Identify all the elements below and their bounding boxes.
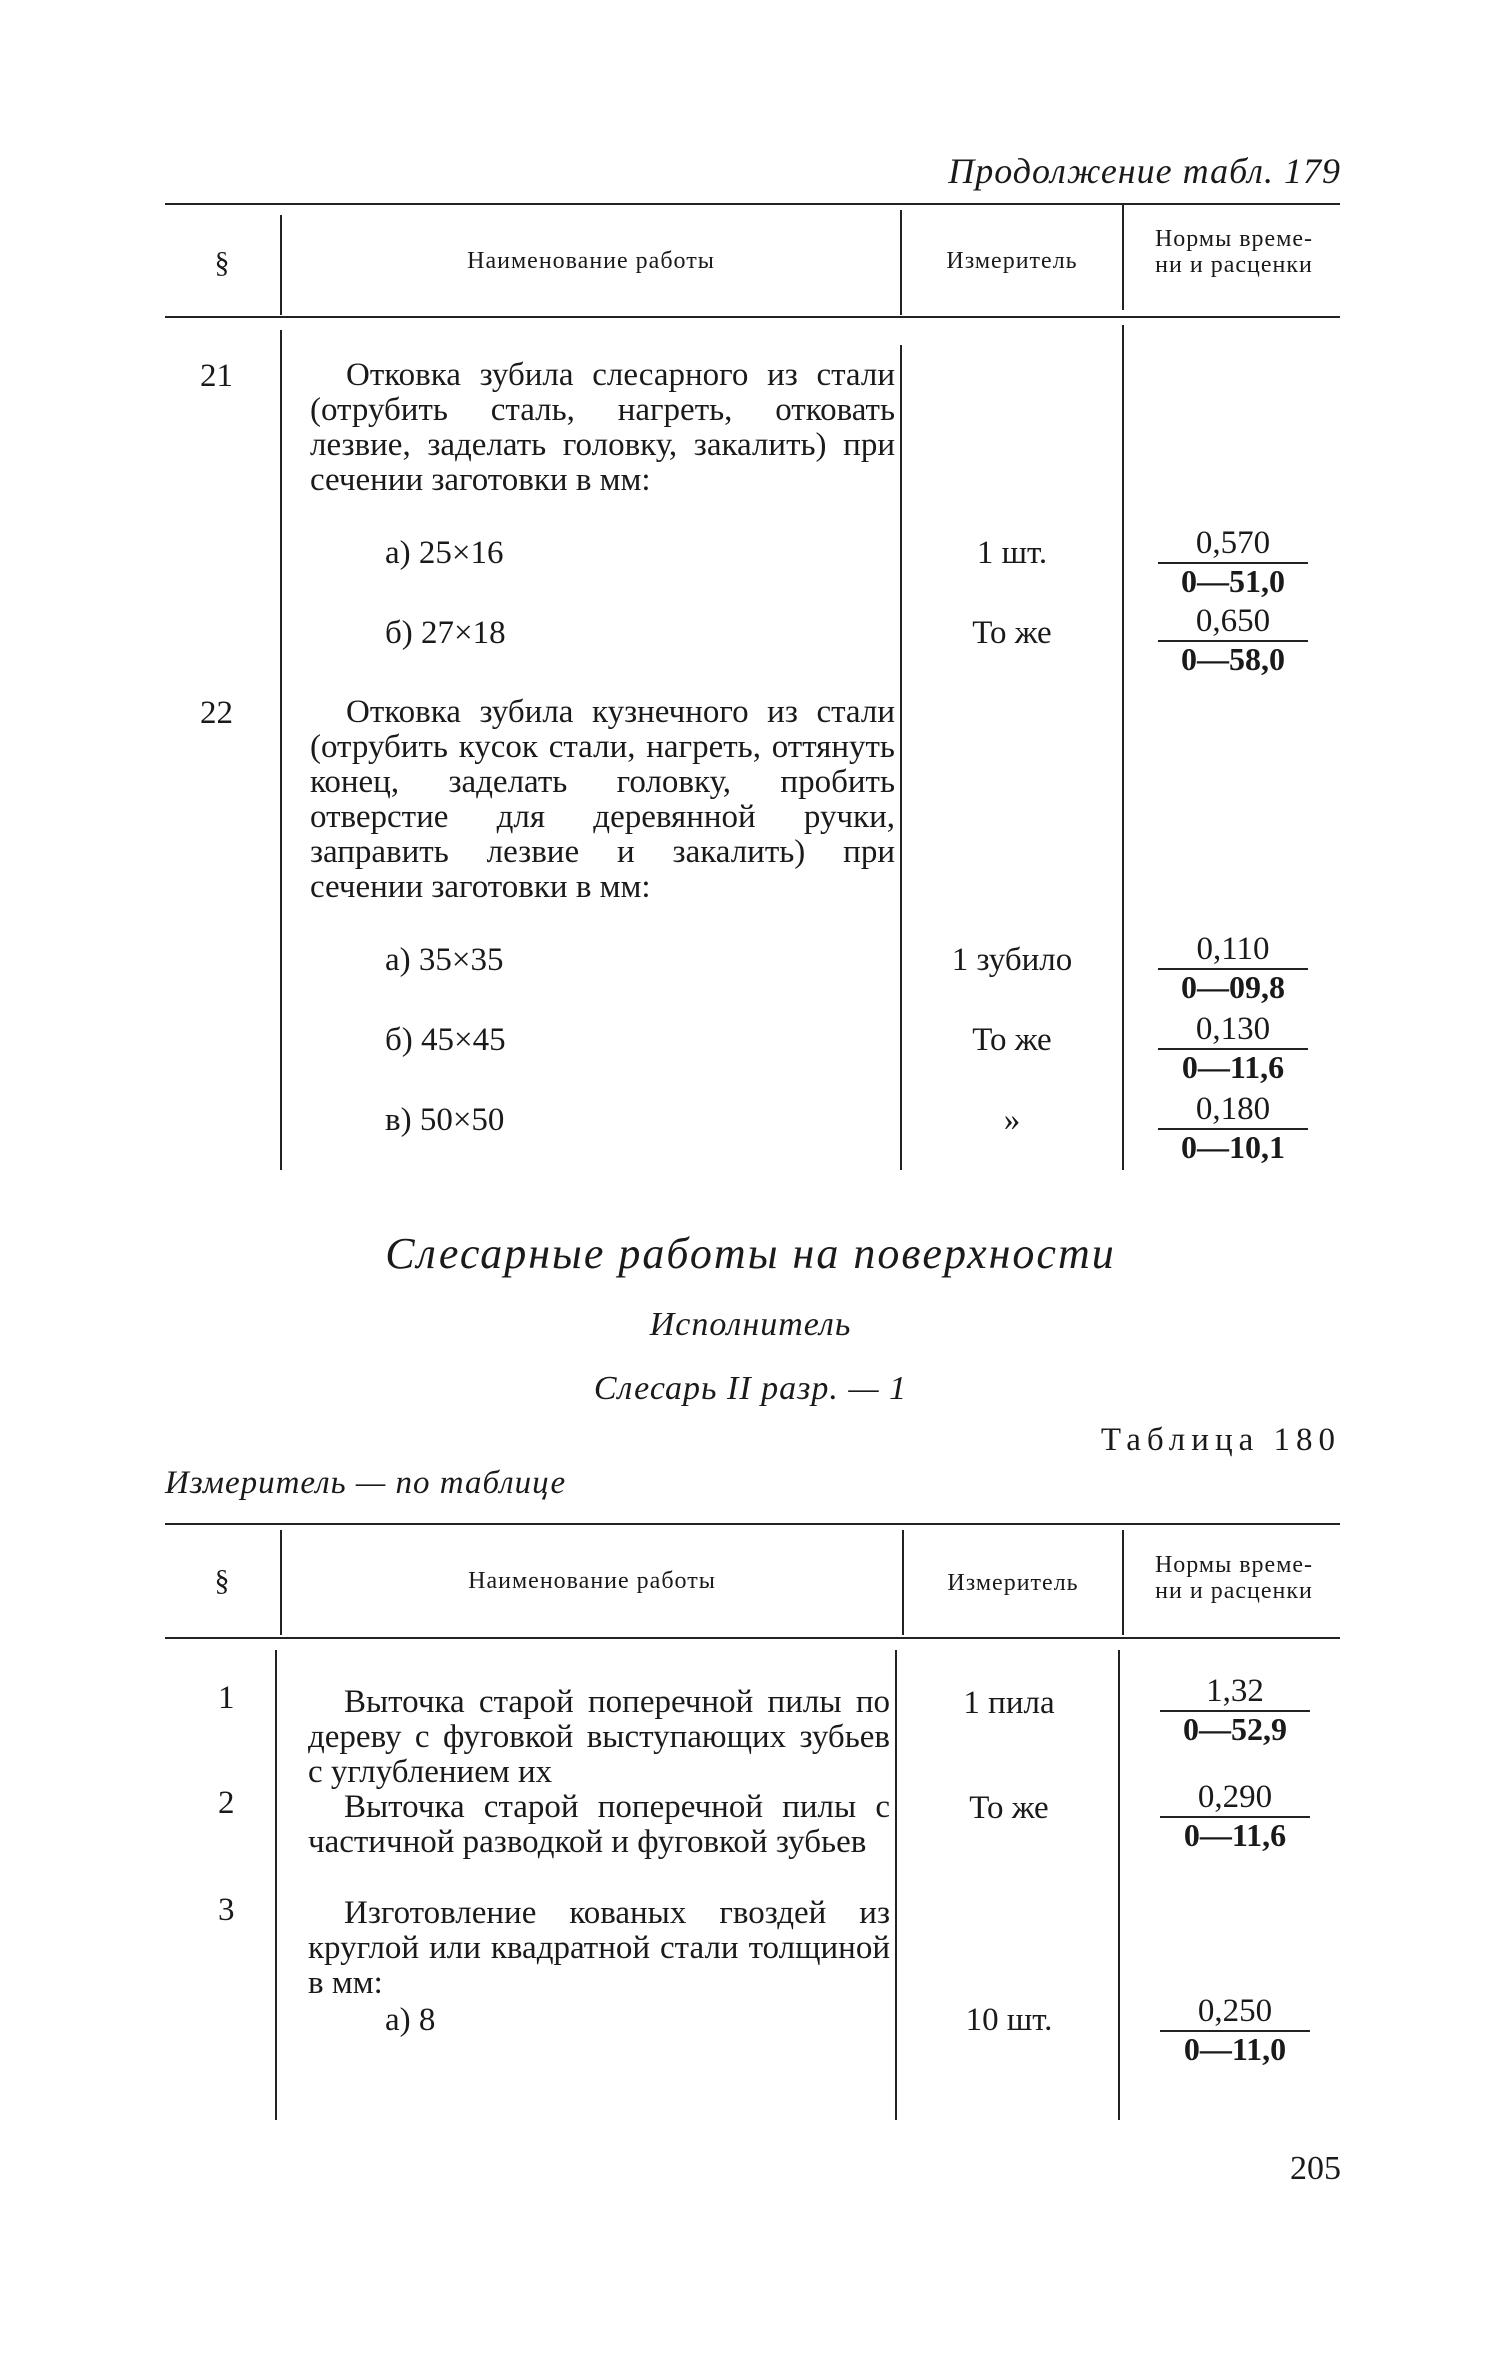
header-unit: Измеритель	[946, 248, 1078, 274]
header-unit: Измеритель	[947, 1570, 1079, 1596]
norm-fraction: 1,32 0—52,9	[1160, 1674, 1310, 1745]
work-description: Изготовление кованых гвоздей из круглой или квадратной стали толщиной в мм:	[308, 1895, 890, 2001]
col-divider	[280, 330, 282, 1170]
unit-value: То же	[972, 1022, 1052, 1058]
header-section: §	[214, 1564, 231, 1597]
sub-item-label: б) 27×18	[385, 615, 506, 651]
norm-fraction: 0,250 0—11,0	[1160, 1994, 1310, 2065]
section-number: 1	[218, 1680, 235, 1716]
sub-item-label: а) 35×35	[385, 942, 504, 978]
unit-value: 1 пила	[963, 1685, 1055, 1721]
header-norms: Нормы време- ни и расценки	[1154, 226, 1314, 278]
executor-value: Слесарь II разр. — 1	[593, 1370, 908, 1407]
work-description: Отковка зубила слесарного из стали (отрубить сталь, нагреть, отковать лезвие, заделать головку, закалить) при сечении заготовки в мм:	[310, 357, 895, 498]
unit-value: То же	[972, 615, 1052, 651]
sub-item-label: в) 50×50	[385, 1102, 505, 1138]
unit-value: 1 шт.	[976, 535, 1048, 571]
unit-value: То же	[969, 1790, 1049, 1826]
norm-fraction: 0,180 0—10,1	[1158, 1092, 1308, 1163]
work-description: Выточка старой поперечной пилы с частичной разводкой и фуговкой зубьев	[308, 1789, 890, 1860]
col-divider	[1118, 1650, 1120, 2120]
work-description: Выточка старой поперечной пилы по дереву с фуговкой выступающих зубьев с углублением их	[308, 1684, 890, 1790]
sub-item-label: а) 8	[385, 2002, 436, 2038]
section-number: 21	[200, 358, 233, 394]
header-section: §	[214, 246, 231, 279]
col-divider	[1122, 325, 1124, 1170]
unit-value: 1 зубило	[951, 942, 1073, 978]
table-top-rule	[165, 1523, 1340, 1525]
section-number: 3	[218, 1892, 235, 1928]
norm-fraction: 0,110 0—09,8	[1158, 932, 1308, 1003]
col-divider	[895, 1650, 897, 2120]
header-norms: Нормы време- ни и расценки	[1154, 1552, 1314, 1604]
unit-note: Измеритель — по таблице	[165, 1465, 567, 1501]
col-divider	[275, 1650, 277, 2120]
work-description: Отковка зубила кузнечного из стали (отрубить кусок стали, нагреть, оттянуть конец, заделать головку, пробить отверстие для деревянной ручки, заправить лезвие и закалить) при сечении заготовки в мм:	[310, 694, 895, 905]
section-number: 2	[218, 1785, 235, 1821]
section-title: Слесарные работы на поверхности	[385, 1229, 1116, 1278]
norm-fraction: 0,650 0—58,0	[1158, 604, 1308, 675]
header-name: Наименование работы	[467, 248, 715, 274]
table-label: Таблица 180	[1100, 1422, 1341, 1458]
header-name: Наименование работы	[468, 1568, 716, 1594]
unit-value: »	[1003, 1102, 1021, 1138]
table-header-rule	[165, 1637, 1340, 1639]
table-header-rule	[165, 316, 1340, 318]
norm-fraction: 0,570 0—51,0	[1158, 526, 1308, 597]
continuation-title: Продолжение табл. 179	[948, 151, 1341, 191]
page-number: 205	[1290, 2150, 1341, 2187]
norm-fraction: 0,130 0—11,6	[1158, 1012, 1308, 1083]
sub-item-label: а) 25×16	[385, 535, 504, 571]
section-number: 22	[200, 695, 233, 731]
unit-value: 10 шт.	[965, 2002, 1053, 2038]
sub-item-label: б) 45×45	[385, 1022, 506, 1058]
table-top-rule	[165, 203, 1340, 205]
norm-fraction: 0,290 0—11,6	[1160, 1780, 1310, 1851]
executor-label: Исполнитель	[649, 1306, 852, 1343]
